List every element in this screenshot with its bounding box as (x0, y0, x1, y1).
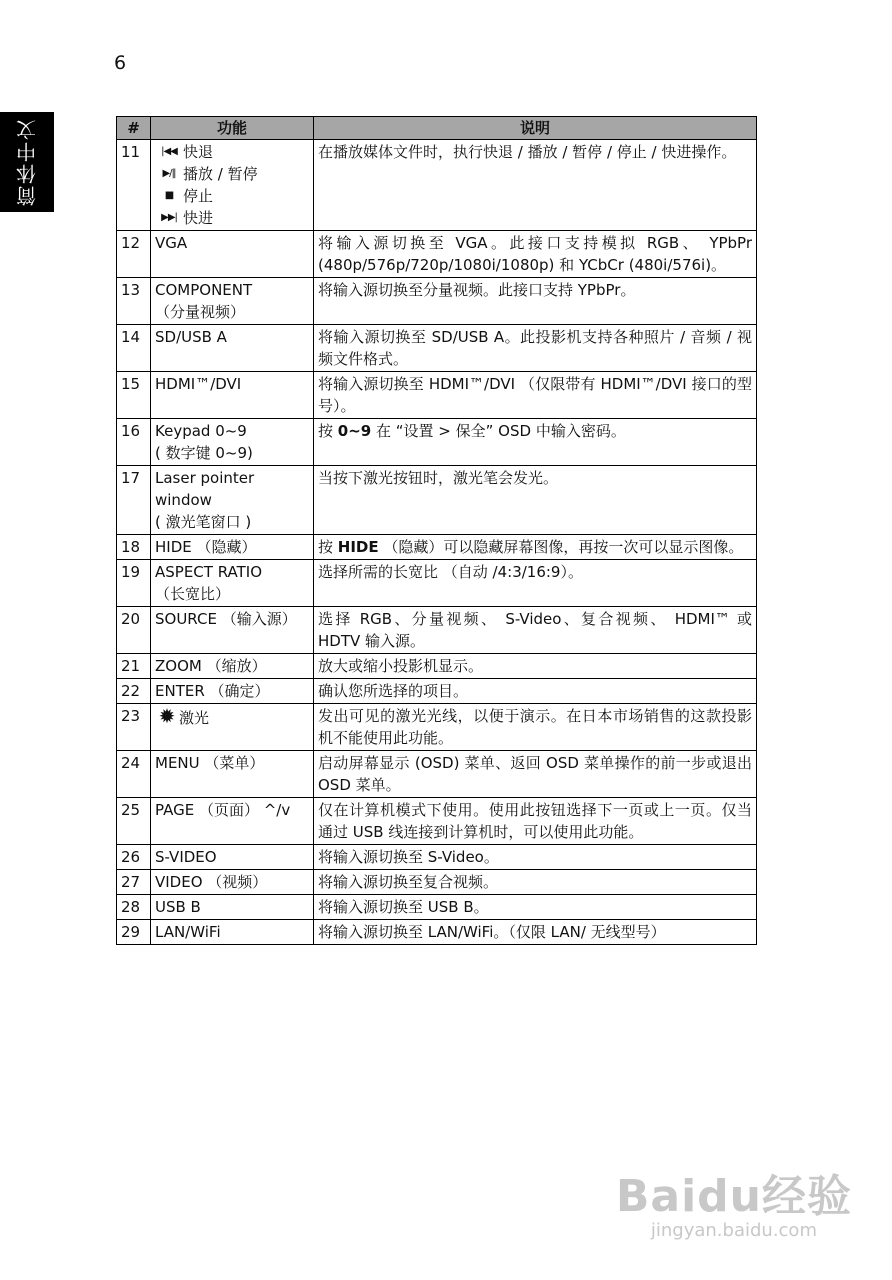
description-text: 在 “设置 > 保全” OSD 中输入密码。 (371, 422, 626, 440)
table-row (117, 419, 757, 466)
rewind-icon: |◀◀ (161, 146, 177, 157)
row-description: 将输入源切换至 HDMI™/DVI （仅限带有 HDMI™/DVI 接口的型号）。 (314, 372, 757, 419)
description-text: 按 (318, 538, 338, 556)
row-number: 12 (117, 231, 151, 278)
table-row (117, 372, 757, 419)
table-row (117, 140, 757, 231)
row-function: LAN/WiFi (151, 920, 314, 945)
row-function: HDMI™/DVI (151, 372, 314, 419)
table-row (117, 325, 757, 372)
function-label: window (155, 491, 212, 509)
function-label: ( 数字键 0~9) (155, 444, 253, 462)
key-name: HIDE (337, 538, 379, 556)
table-row (117, 704, 757, 751)
table-row (117, 278, 757, 325)
function-label: ( 激光笔窗口 ) (155, 513, 252, 531)
function-label: 快进 (183, 209, 214, 227)
language-side-tab: 简体中文 (0, 112, 54, 212)
row-function: VGA (151, 231, 314, 278)
function-label: （分量视频） (155, 303, 246, 321)
row-function (151, 419, 314, 466)
row-function: MENU （菜单） (151, 751, 314, 798)
stop-icon: ■ (164, 190, 174, 201)
page-number: 6 (114, 52, 127, 74)
row-number: 17 (117, 466, 151, 535)
row-function: SD/USB A (151, 325, 314, 372)
row-number: 28 (117, 895, 151, 920)
function-label: COMPONENT (155, 281, 253, 299)
row-description: 将输入源切换至 LAN/WiFi。（仅限 LAN/ 无线型号） (314, 920, 757, 945)
function-label: Keypad 0~9 (155, 422, 247, 440)
row-description: 选择 RGB、分量视频、 S-Video、复合视频、 HDMI™ 或 HDTV 输入源。 (314, 607, 757, 654)
row-description: 选择所需的长宽比 （自动 /4:3/16:9）。 (314, 560, 757, 607)
row-function: PAGE （页面） ^/v (151, 798, 314, 845)
row-number: 25 (117, 798, 151, 845)
header-function: 功能 (151, 117, 314, 140)
function-label: 激光 (179, 709, 210, 727)
table-header-row (117, 117, 757, 140)
row-description: 将输入源切换至复合视频。 (314, 870, 757, 895)
function-label: 停止 (183, 187, 214, 205)
row-function (151, 560, 314, 607)
table-row (117, 607, 757, 654)
function-label: Laser pointer (155, 469, 255, 487)
row-function: ENTER （确定） (151, 679, 314, 704)
row-function (151, 466, 314, 535)
function-label: 播放 / 暂停 (183, 165, 258, 183)
table-row (117, 654, 757, 679)
table-row (117, 895, 757, 920)
fast-forward-icon: ▶▶| (161, 212, 177, 223)
row-description: 发出可见的激光光线，以便于演示。在日本市场销售的这款投影机不能使用此功能。 (314, 704, 757, 751)
row-number: 21 (117, 654, 151, 679)
table-row (117, 870, 757, 895)
row-number: 15 (117, 372, 151, 419)
baidu-jingyan-watermark (616, 1160, 852, 1241)
row-description: 将输入源切换至 USB B。 (314, 895, 757, 920)
table-row (117, 751, 757, 798)
description-text: 按 (318, 422, 338, 440)
row-description: 将输入源切换至分量视频。此接口支持 YPbPr。 (314, 278, 757, 325)
watermark-url: jingyan.baidu.com (650, 1220, 817, 1241)
description-text: （隐藏）可以隐藏屏幕图像，再按一次可以显示图像。 (378, 538, 744, 556)
key-name: 0~9 (337, 422, 372, 440)
row-description: 放大或缩小投影机显示。 (314, 654, 757, 679)
row-number: 20 (117, 607, 151, 654)
row-number: 18 (117, 535, 151, 560)
row-description (314, 535, 757, 560)
row-function (151, 278, 314, 325)
header-description: 说明 (314, 117, 757, 140)
play-pause-icon: ▶/‖ (162, 168, 176, 179)
row-function: ZOOM （缩放） (151, 654, 314, 679)
row-description: 启动屏幕显示 (OSD) 菜单、返回 OSD 菜单操作的前一步或退出 OSD 菜单。 (314, 751, 757, 798)
row-number: 27 (117, 870, 151, 895)
row-number: 13 (117, 278, 151, 325)
row-description (314, 419, 757, 466)
row-description: 确认您所选择的项目。 (314, 679, 757, 704)
row-description: 当按下激光按钮时，激光笔会发光。 (314, 466, 757, 535)
row-function: SOURCE （输入源） (151, 607, 314, 654)
function-table (116, 116, 757, 945)
table-row (117, 845, 757, 870)
row-function: S-VIDEO (151, 845, 314, 870)
row-number: 29 (117, 920, 151, 945)
row-number: 11 (117, 140, 151, 231)
row-function: VIDEO （视频） (151, 870, 314, 895)
table-row (117, 798, 757, 845)
row-number: 19 (117, 560, 151, 607)
header-number: # (117, 117, 151, 140)
function-label: （长宽比） (155, 585, 231, 603)
row-description: 在播放媒体文件时，执行快退 / 播放 / 暂停 / 停止 / 快进操作。 (314, 140, 757, 231)
row-function: HIDE （隐藏） (151, 535, 314, 560)
table-row (117, 560, 757, 607)
row-number: 24 (117, 751, 151, 798)
table-row (117, 231, 757, 278)
row-number: 16 (117, 419, 151, 466)
row-number: 23 (117, 704, 151, 751)
row-description: 仅在计算机模式下使用。使用此按钮选择下一页或上一页。仅当通过 USB 线连接到计算机时，可以使用此功能。 (314, 798, 757, 845)
row-number: 14 (117, 325, 151, 372)
table-row (117, 535, 757, 560)
row-description: 将输入源切换至 SD/USB A。此投影机支持各种照片 / 音频 / 视频文件格式。 (314, 325, 757, 372)
table-row (117, 920, 757, 945)
row-description: 将输入源切换至 S-Video。 (314, 845, 757, 870)
laser-icon: ✹ (158, 704, 176, 728)
function-label: 快退 (183, 143, 214, 161)
row-description: 将输入源切换至 VGA。此接口支持模拟 RGB、 YPbPr (480p/576p/720p/1080i/1080p) 和 YCbCr (480i/576i)。 (314, 231, 757, 278)
table-row (117, 679, 757, 704)
table-row (117, 466, 757, 535)
watermark-logo: Baidu经验 (615, 1171, 852, 1222)
row-function (151, 140, 314, 231)
row-function: USB B (151, 895, 314, 920)
row-number: 26 (117, 845, 151, 870)
function-label: ASPECT RATIO (155, 563, 263, 581)
row-function (151, 704, 314, 751)
row-number: 22 (117, 679, 151, 704)
